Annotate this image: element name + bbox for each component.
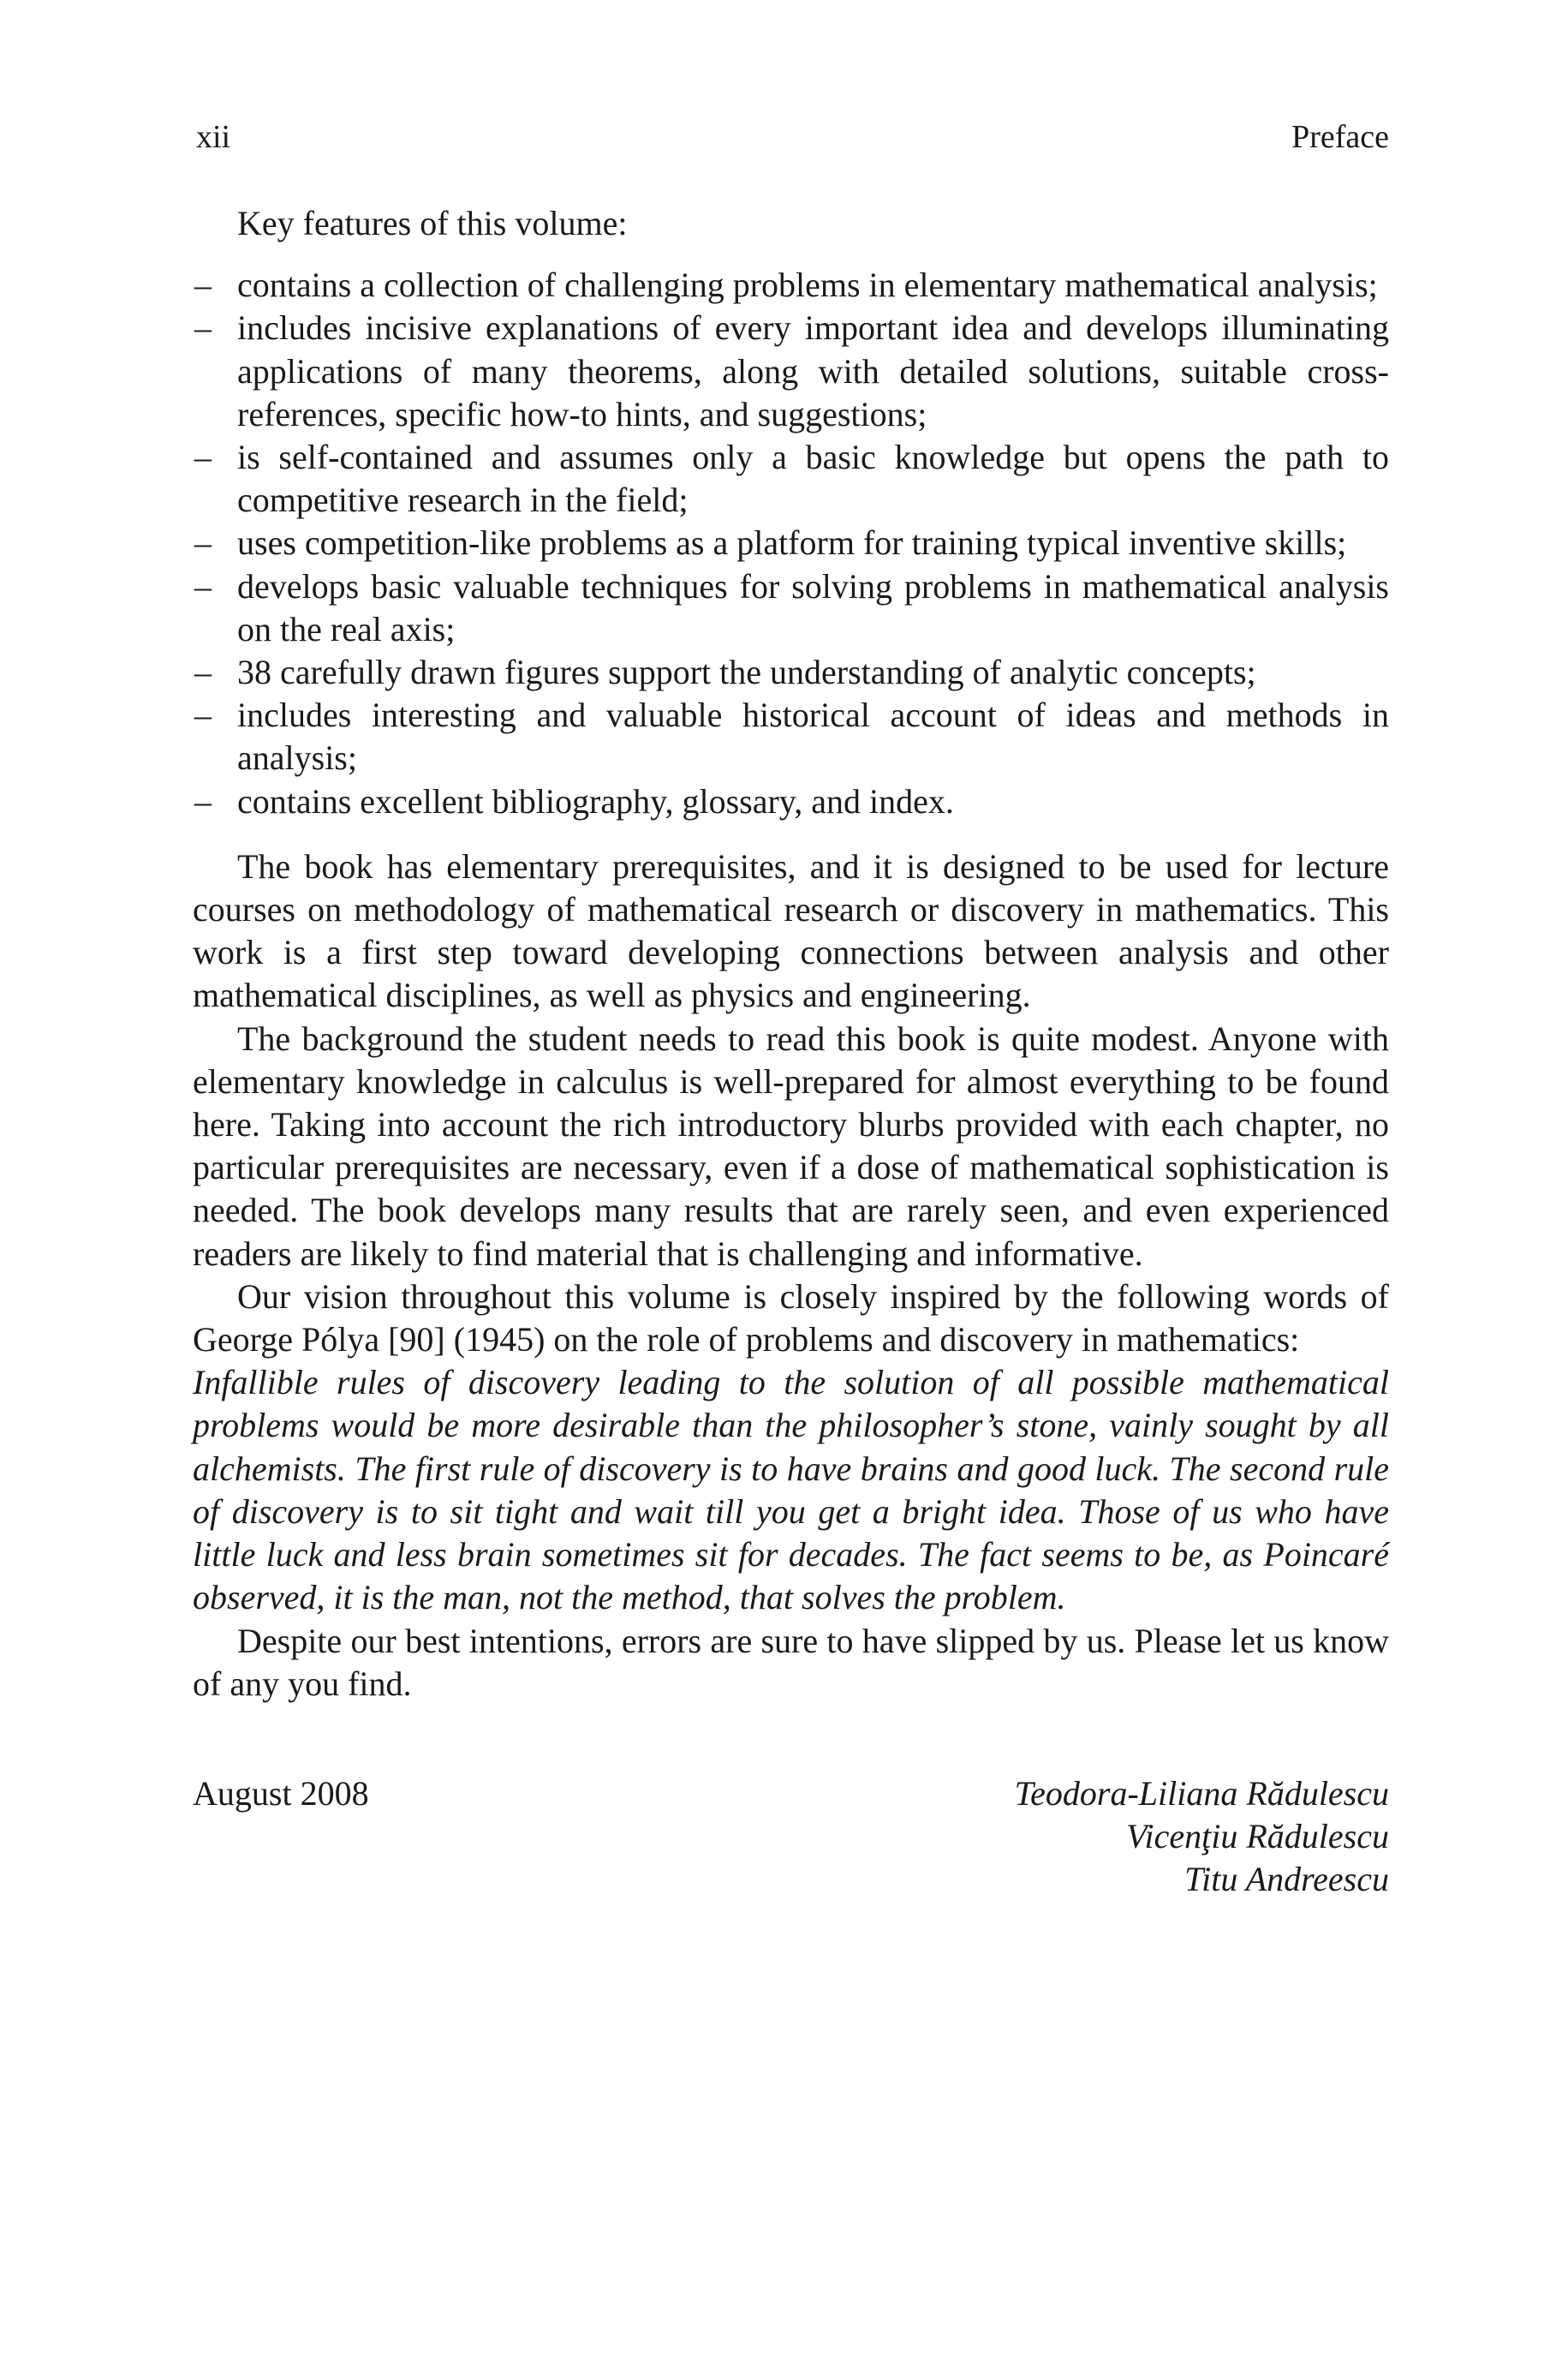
list-dash: – bbox=[194, 523, 212, 563]
author-name: Teodora-Liliana Rădulescu bbox=[1014, 1773, 1389, 1813]
errors-paragraph: Despite our best intentions, errors are sure to have slipped by us. Please let us know of any you find. bbox=[193, 1621, 1389, 1703]
list-dash: – bbox=[194, 696, 212, 735]
list-item bbox=[193, 565, 1389, 651]
list-item bbox=[193, 780, 1389, 823]
list-item-text: develops basic valuable techniques for solving problems in mathematical analysis on the real axis; bbox=[237, 566, 1389, 648]
list-dash: – bbox=[194, 566, 212, 606]
author-list bbox=[1015, 1772, 1389, 1902]
list-item-text: includes interesting and valuable historical account of ideas and methods in analysis; bbox=[237, 696, 1389, 778]
page-content bbox=[193, 111, 1389, 2339]
list-dash: – bbox=[194, 266, 212, 305]
vision-paragraph: Our vision throughout this volume is closely inspired by the following words of George Pólya [90] (1945) on the role of problems and discovery in mathematics: bbox=[193, 1276, 1389, 1359]
author-name: Vicenţiu Rădulescu bbox=[1126, 1817, 1389, 1856]
list-item-text: contains excellent bibliography, glossary, and index. bbox=[237, 781, 954, 821]
body-text bbox=[193, 202, 1389, 1706]
list-item bbox=[193, 651, 1389, 694]
list-item-text: uses competition-like problems as a platform for training typical inventive skills; bbox=[237, 523, 1347, 563]
signature-date: August 2008 bbox=[193, 1773, 369, 1813]
list-dash: – bbox=[194, 438, 212, 477]
author-name: Titu Andreescu bbox=[1184, 1860, 1389, 1899]
features-list bbox=[193, 264, 1389, 823]
prerequisites-paragraph: The book has elementary prerequisites, and it is designed to be used for lecture courses on methodology of mathematical research or discovery in mathematics. This work is a first step toward developing connections between analysis and other mathematical disciplines, as well as physics and engineering. bbox=[193, 846, 1389, 1015]
background-paragraph: The background the student needs to read this book is quite modest. Anyone with elementary knowledge in calculus is well-prepared for almost everything to be found here. Taking into account the rich introductory blurbs provided with each chapter, no particular prerequisites are necessary, even if a dose of mathematical sophistication is needed. The book develops many results that are rarely seen, and even experienced readers are likely to find material that is challenging and informative. bbox=[193, 1019, 1389, 1273]
list-item bbox=[193, 264, 1389, 307]
running-head bbox=[193, 111, 1389, 163]
list-item-text: is self-contained and assumes only a basic knowledge but opens the path to competitive research in the field; bbox=[237, 438, 1389, 520]
page-number: xii bbox=[196, 119, 231, 155]
list-item-text: contains a collection of challenging problems in elementary mathematical analysis; bbox=[237, 266, 1378, 305]
list-item bbox=[193, 436, 1389, 522]
list-item bbox=[193, 694, 1389, 780]
list-dash: – bbox=[194, 308, 212, 348]
list-dash: – bbox=[194, 653, 212, 692]
list-item-text: 38 carefully drawn figures support the understanding of analytic concepts; bbox=[237, 653, 1256, 692]
section-title: Preface bbox=[1291, 119, 1389, 155]
list-dash: – bbox=[194, 781, 212, 821]
features-intro: Key features of this volume: bbox=[237, 204, 628, 242]
list-item-text: includes incisive explanations of every important idea and develops illuminating applications of many theorems, along with detailed solutions, suitable cross-references, specific how-to hints, and suggestions; bbox=[237, 308, 1389, 433]
polya-quote: Infallible rules of discovery leading to the solution of all possible mathematical problems would be more desirable than the philosopher’s stone, vainly sought by all alchemists. The first rule of discovery is to have brains and good luck. The second rule of discovery is to sit tight and wait till you get a bright idea. Those of us who have little luck and less brain sometimes sit for decades. The fact seems to be, as Poincaré observed, it is the man, not the method, that solves the problem. bbox=[193, 1363, 1389, 1617]
list-item bbox=[193, 307, 1389, 436]
signature-block bbox=[193, 1772, 1389, 1909]
list-item bbox=[193, 522, 1389, 565]
